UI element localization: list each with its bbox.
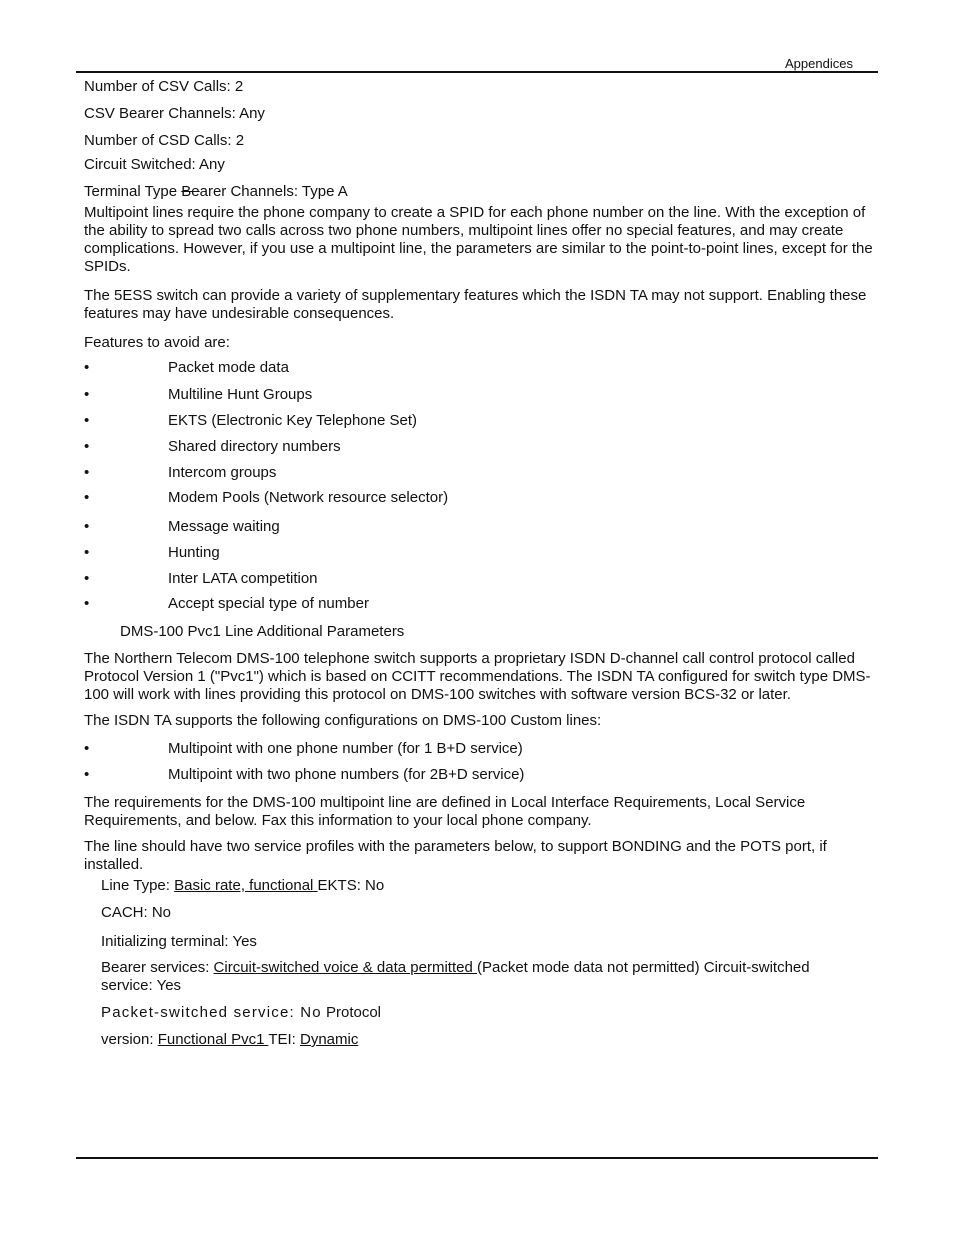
list-item: • Modem Pools (Network resource selector)	[84, 489, 449, 506]
paragraph-requirements: The requirements for the DMS-100 multipoint line are defined in Local Interface Requirements, Local Service Requirements, and below. Fax this information to your local phone company.	[84, 794, 806, 829]
features-intro: Features to avoid are:	[84, 334, 230, 351]
param-bearer-services: Bearer services: Circuit-switched voice & data permitted (Packet mode data not permitted) Circuit-switched service: Yes	[101, 959, 810, 994]
param-protocol-version: version: Functional Pvc1 TEI: Dynamic	[101, 1031, 359, 1048]
header-rule	[76, 71, 878, 73]
paragraph-5ess: The 5ESS switch can provide a variety of supplementary features which the ISDN TA may not support. Enabling these features may have undesirable consequences.	[84, 287, 867, 322]
param-terminal-type: Terminal Type Bearer Channels: Type A	[84, 183, 348, 200]
footer-rule	[76, 1157, 878, 1159]
list-item: • Intercom groups	[84, 464, 277, 481]
paragraph-northern-telecom: The Northern Telecom DMS-100 telephone switch supports a proprietary ISDN D-channel call control protocol called Protocol Version 1 ("Pvc1") which is based on CCITT recommendations. The ISDN TA configured for switch type DMS-100 will work with lines providing this protocol on DMS-100 switches with software version BCS-32 or later.	[84, 650, 871, 703]
param-csv-calls: Number of CSV Calls: 2	[84, 78, 244, 95]
param-initializing-terminal: Initializing terminal: Yes	[101, 933, 257, 950]
list-item: • Packet mode data	[84, 359, 289, 376]
header-section-label: Appendices	[785, 56, 853, 71]
paragraph-multipoint: Multipoint lines require the phone company to create a SPID for each phone number on the line. With the exception of the ability to spread two calls across two phone numbers, multipoint lines offer no special features, and may create complications. However, if you use a multipoint line, the parameters are similar to the point-to-point lines, except for the SPIDs.	[84, 204, 873, 275]
list-item: • Multiline Hunt Groups	[84, 386, 313, 403]
list-item: • Hunting	[84, 544, 220, 561]
param-packet-switched: Packet-switched service: No Protocol	[101, 1004, 382, 1021]
param-circuit-switched: Circuit Switched: Any	[84, 156, 225, 173]
list-item: • Inter LATA competition	[84, 570, 318, 587]
paragraph-supports: The ISDN TA supports the following configurations on DMS-100 Custom lines:	[84, 712, 602, 729]
list-item: • Multipoint with two phone numbers (for 2B+D service)	[84, 766, 525, 783]
list-item: • EKTS (Electronic Key Telephone Set)	[84, 412, 418, 429]
paragraph-service-profiles: The line should have two service profiles with the parameters below, to support BONDING and the POTS port, if installed.	[84, 838, 827, 873]
param-csv-bearer: CSV Bearer Channels: Any	[84, 105, 265, 122]
list-item: • Multipoint with one phone number (for 1 B+D service)	[84, 740, 523, 757]
list-item: • Shared directory numbers	[84, 438, 341, 455]
param-cach: CACH: No	[101, 904, 172, 921]
param-line-type: Line Type: Basic rate, functional EKTS: No	[101, 877, 385, 894]
list-item: • Message waiting	[84, 518, 280, 535]
section-heading-dms100: DMS-100 Pvc1 Line Additional Parameters	[120, 623, 405, 640]
list-item: • Accept special type of number	[84, 595, 369, 612]
param-csd-calls: Number of CSD Calls: 2	[84, 132, 245, 149]
